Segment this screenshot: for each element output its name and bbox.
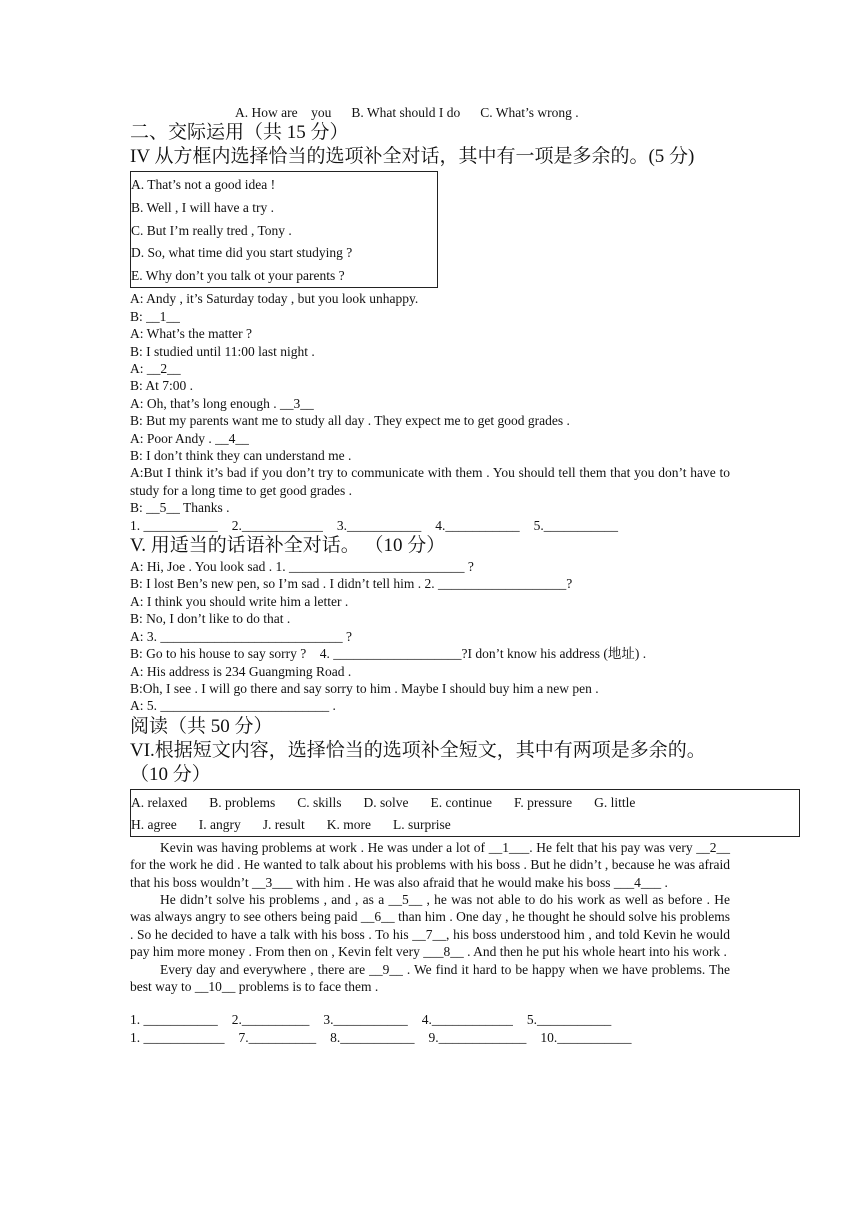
word-option: A. relaxed xyxy=(131,794,188,810)
part6-options-row xyxy=(131,814,799,836)
answer-blank[interactable]: 2.____________ xyxy=(231,517,323,533)
dialogue-line: B: I studied until 11:00 last night . xyxy=(130,343,315,359)
word-option: K. more xyxy=(326,816,371,832)
answer-blank[interactable]: 5.___________ xyxy=(533,517,618,533)
dialogue-line: A: Poor Andy . __4__ xyxy=(130,430,249,446)
worksheet xyxy=(130,104,730,1046)
part4-answer-blanks xyxy=(130,517,730,534)
reading-title: 阅读（共 50 分） xyxy=(130,715,273,737)
word-option: L. surprise xyxy=(392,816,451,832)
part6-passage xyxy=(130,839,730,996)
top-option-a: A. How are you xyxy=(235,105,332,120)
dialogue-line: A: Andy , it’s Saturday today , but you look unhappy. xyxy=(130,291,419,307)
part4-option: E. Why don’t you talk ot your parents ? xyxy=(131,267,345,283)
dialogue-line: A: Hi, Joe . You look sad . 1. __________________________ ? xyxy=(130,559,474,575)
answer-blank[interactable]: 3.___________ xyxy=(336,517,422,533)
top-options xyxy=(235,104,730,121)
part6-title: VI.根据短文内容，选择恰当的选项补全短文，其中有两项是多余的。（10 分） xyxy=(130,739,706,785)
part4-option: B. Well , I will have a try . xyxy=(131,200,275,215)
answer-blank[interactable]: 1. ___________ xyxy=(130,1012,218,1028)
word-option: D. solve xyxy=(363,794,409,810)
part5-title: V. 用适当的话语补全对话。 （10 分） xyxy=(130,535,446,557)
answer-blank[interactable]: 1. ____________ xyxy=(130,1029,225,1045)
passage-paragraph: Kevin was having problems at work . He was under a lot of __1___. He felt that his pay was very __2__ for the work he did . He wanted to talk about his problems with his boss . But he didn’t , because he was afraid that his boss wouldn’t __3___ with him . He was also afraid that he would make his boss ___4___ . xyxy=(130,839,730,890)
part6-option-box xyxy=(130,789,800,837)
top-option-b: B. What should I do xyxy=(351,105,461,120)
answer-blank[interactable]: 10.___________ xyxy=(540,1029,632,1045)
dialogue-line: A: Oh, that’s long enough . __3__ xyxy=(130,395,314,411)
dialogue-line: A: __2__ xyxy=(130,361,181,376)
word-option: H. agree xyxy=(131,816,177,832)
word-option: E. continue xyxy=(430,794,492,810)
part4-option: C. But I’m really tred , Tony . xyxy=(131,222,292,238)
word-option: F. pressure xyxy=(513,794,573,810)
dialogue-line: B: At 7:00 . xyxy=(130,378,194,394)
answer-blank[interactable]: 8.___________ xyxy=(330,1029,415,1045)
part4-option: D. So, what time did you start studying ? xyxy=(131,245,353,261)
answer-blank[interactable]: 5.___________ xyxy=(526,1012,612,1028)
answer-blank[interactable]: 7.__________ xyxy=(238,1029,317,1045)
answer-blank[interactable]: 9._____________ xyxy=(428,1029,527,1045)
top-option-c: C. What’s wrong . xyxy=(480,105,579,120)
passage-paragraph: Every day and everywhere , there are __9__ . We find it hard to be happy when we have problems. The best way to __10__ problems is to face them . xyxy=(130,961,730,994)
answer-blank[interactable]: 3.___________ xyxy=(323,1012,408,1028)
dialogue-line: B: __1__ xyxy=(130,308,180,324)
dialogue-line: B: I don’t think they can understand me . xyxy=(130,448,352,464)
answer-blank[interactable]: 4.____________ xyxy=(421,1012,513,1028)
section2-title: 二、交际运用（共 15 分） xyxy=(130,122,349,144)
dialogue-line: A: 5. _________________________ . xyxy=(130,698,336,714)
dialogue-line: A: What’s the matter ? xyxy=(130,326,252,342)
part4-option-box xyxy=(130,171,438,288)
dialogue-line: B: __5__ Thanks . xyxy=(130,500,230,516)
part4-title: IV 从方框内选择恰当的选项补全对话，其中有一项是多余的。(5 分) xyxy=(130,146,695,168)
word-option: I. angry xyxy=(198,816,241,832)
answer-blank[interactable]: 4.___________ xyxy=(435,517,520,533)
part4-dialogue xyxy=(130,290,730,516)
dialogue-line: B: I lost Ben’s new pen, so I’m sad . I didn’t tell him . 2. ___________________? xyxy=(130,576,573,592)
word-option: B. problems xyxy=(209,794,276,810)
word-option: C. skills xyxy=(297,794,342,810)
dialogue-line: B:Oh, I see . I will go there and say sorry to him . Maybe I should buy him a new pen . xyxy=(130,680,599,696)
dialogue-line: B: Go to his house to say sorry ? 4. ___________________?I don’t know his address (地址) . xyxy=(130,646,647,662)
dialogue-line: B: No, I don’t like to do that . xyxy=(130,611,291,627)
dialogue-line: A: I think you should write him a letter . xyxy=(130,593,349,609)
dialogue-line: B: But my parents want me to study all day . They expect me to get good grades . xyxy=(130,413,570,429)
answer-blank[interactable]: 1. ___________ xyxy=(130,517,218,533)
word-option: J. result xyxy=(262,816,305,832)
part5-dialogue xyxy=(130,558,730,715)
passage-paragraph: He didn’t solve his problems , and , as a __5__ , he was not able to do his work as well as before . He was always angry to see others being paid __6__ than him . One day , he thought he should solve his problems . So he decided to have a talk with his boss . To his __7__, his boss understood him , and told Kevin he would pay him more money . From then on , Kevin felt very ___8__ . And then he put his whole heart into his work . xyxy=(130,891,730,960)
part4-option: A. That’s not a good idea ! xyxy=(131,177,276,193)
dialogue-line: A:But I think it’s bad if you don’t try to communicate with them . You should tell them that you don’t have to study for a long time to get good grades . xyxy=(130,465,730,498)
word-option: G. little xyxy=(594,794,636,810)
dialogue-line: A: 3. ___________________________ ? xyxy=(130,628,352,644)
part6-options-row xyxy=(131,792,799,814)
dialogue-line: A: His address is 234 Guangming Road . xyxy=(130,663,352,679)
answer-blank[interactable]: 2.__________ xyxy=(231,1012,310,1028)
part6-answer-blanks-row1 xyxy=(130,1011,730,1028)
part6-answer-blanks-row2 xyxy=(130,1029,730,1046)
